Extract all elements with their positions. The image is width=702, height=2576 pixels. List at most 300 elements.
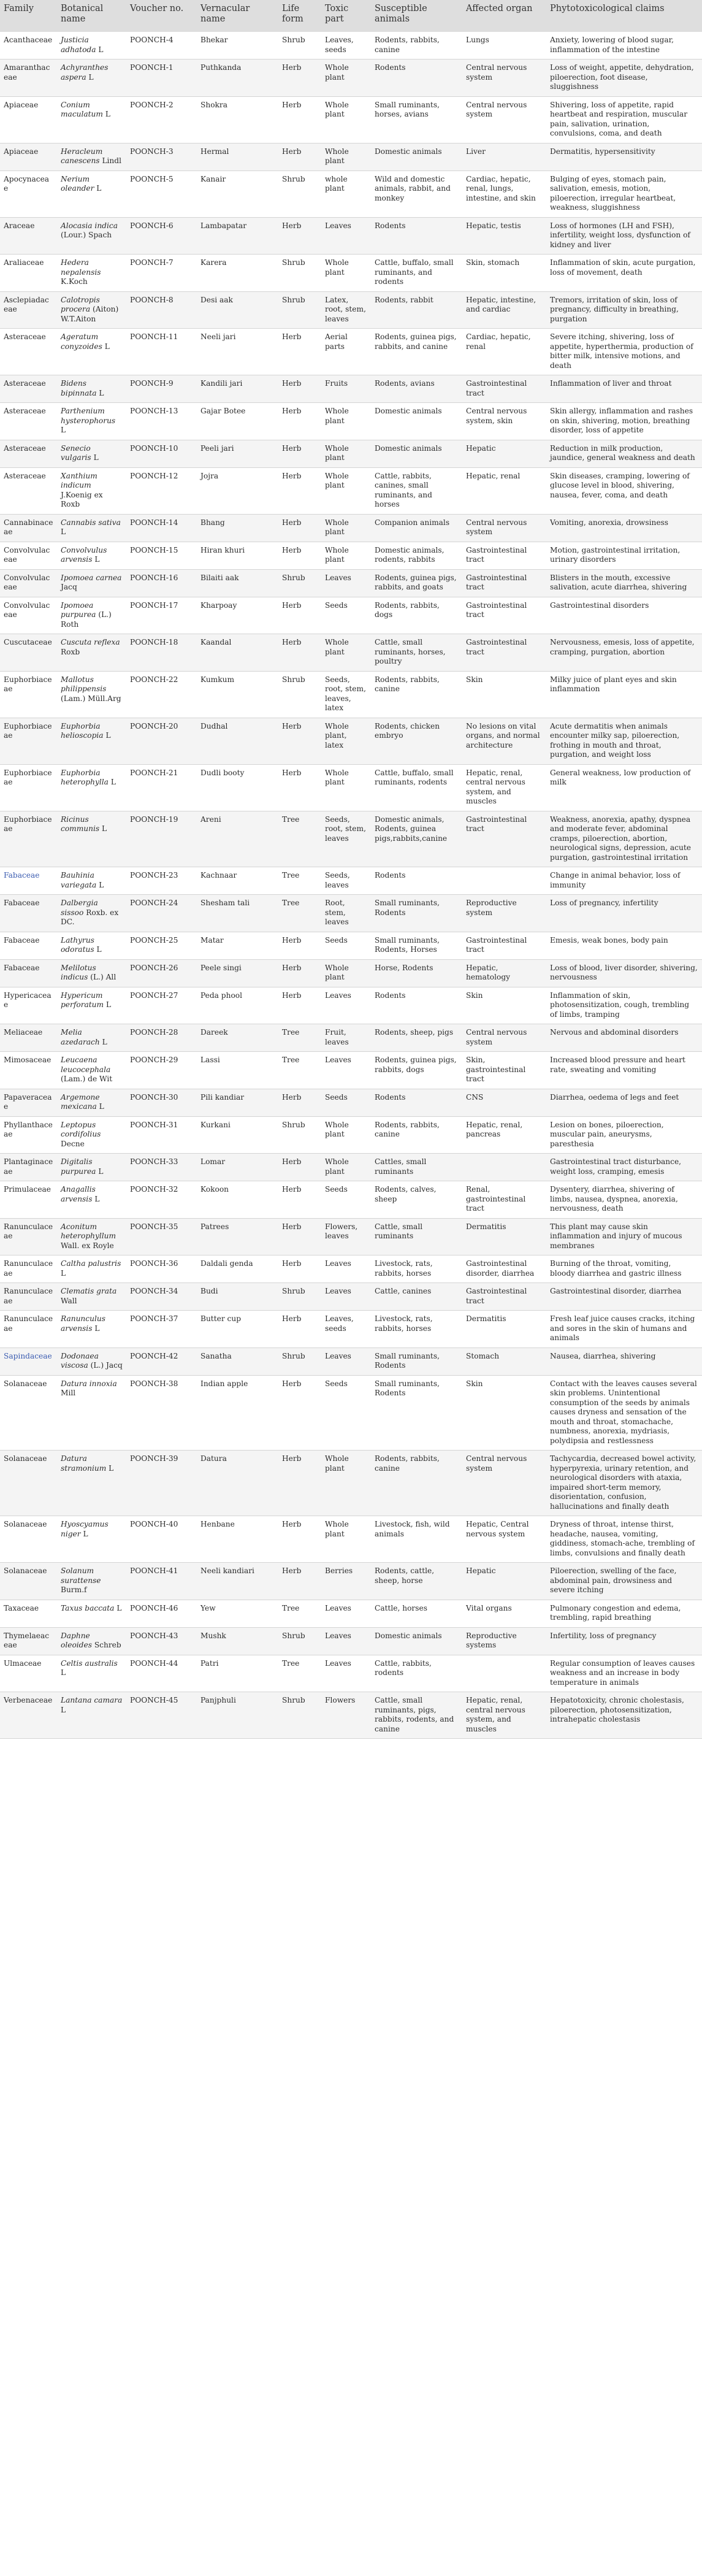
table-row (0, 291, 702, 329)
life-form-cell: Herb (278, 217, 321, 255)
affected-organ-cell: Skin (462, 1375, 546, 1451)
life-form-cell: Herb (278, 1181, 321, 1219)
toxic-part-cell: Seeds (321, 1375, 371, 1451)
vernacular-cell: Henbane (197, 1516, 278, 1563)
voucher-cell: POONCH-35 (126, 1218, 197, 1255)
family-cell: Ranunculaceae (0, 1218, 57, 1255)
family-cell: Solanaceae (0, 1563, 57, 1600)
life-form-cell: Herb (278, 1089, 321, 1116)
susceptible-animals-cell: Rodents, rabbits, canine (371, 1451, 462, 1516)
susceptible-animals-cell: Cattle, small ruminants, pigs, rabbits, rodents, and canine (371, 1692, 462, 1739)
table-row (0, 867, 702, 895)
affected-organ-cell (462, 1655, 546, 1692)
vernacular-cell: Kaandal (197, 634, 278, 672)
family-cell: Cannabinaceae (0, 514, 57, 542)
susceptible-animals-cell: Domestic animals (371, 403, 462, 440)
voucher-cell: POONCH-2 (126, 96, 197, 143)
family-cell: Ulmaceae (0, 1655, 57, 1692)
table-row (0, 514, 702, 542)
author: L (61, 426, 66, 434)
voucher-cell: POONCH-11 (126, 329, 197, 375)
life-form-cell: Herb (278, 514, 321, 542)
botanical-name-cell (57, 467, 126, 514)
susceptible-animals-cell: Companion animals (371, 514, 462, 542)
life-form-cell: Tree (278, 1052, 321, 1089)
susceptible-animals-cell: Small ruminants, horses, avians (371, 96, 462, 143)
vernacular-cell: Lassi (197, 1052, 278, 1089)
voucher-cell: POONCH-42 (126, 1347, 197, 1375)
author: L (109, 1463, 114, 1473)
susceptible-animals-cell: Domestic animals (371, 143, 462, 171)
voucher-cell: POONCH-21 (126, 764, 197, 811)
genus-species: Cuscuta reflexa (61, 638, 120, 646)
family-cell: Ranunculaceae (0, 1311, 57, 1348)
life-form-cell: Shrub (278, 1692, 321, 1739)
life-form-cell: Herb (278, 1154, 321, 1181)
family-cell: Verbenaceae (0, 1692, 57, 1739)
family-cell: Sapindaceae (0, 1347, 57, 1375)
genus-species: Lantana camara (61, 1696, 123, 1704)
toxic-part-cell: Seeds (321, 1181, 371, 1219)
claims-cell: Pulmonary congestion and edema, trembling, rapid breathing (546, 1600, 702, 1627)
header-row (0, 0, 702, 32)
botanical-name-cell (57, 542, 126, 569)
genus-species: Melia azedarach (61, 1028, 100, 1046)
author: L (96, 945, 102, 954)
genus-species: Bauhinia variegata (61, 871, 97, 889)
vernacular-cell: Jojra (197, 467, 278, 514)
genus-species: Daphne oleoides (61, 1631, 92, 1649)
genus-species: Leptopus cordifolius (61, 1120, 101, 1138)
toxic-part-cell: Leaves (321, 987, 371, 1024)
affected-organ-cell: Liver (462, 143, 546, 171)
vernacular-cell: Butter cup (197, 1311, 278, 1348)
claims-cell: Inflammation of liver and throat (546, 375, 702, 403)
claims-cell: Change in animal behavior, loss of immunity (546, 867, 702, 895)
life-form-cell: Herb (278, 467, 321, 514)
voucher-cell: POONCH-40 (126, 1516, 197, 1563)
toxic-part-cell: Whole plant (321, 440, 371, 467)
vernacular-cell: Gajar Botee (197, 403, 278, 440)
author: L (96, 184, 102, 193)
toxic-part-cell: Aerial parts (321, 329, 371, 375)
botanical-name-cell (57, 217, 126, 255)
author: (Lam.) de Wit (61, 1075, 113, 1083)
author: (L.) All (90, 973, 116, 981)
life-form-cell: Shrub (278, 671, 321, 718)
susceptible-animals-cell: Cattle, rabbits, canines, small ruminants, and horses (371, 467, 462, 514)
author: L (116, 1603, 122, 1612)
voucher-cell: POONCH-32 (126, 1181, 197, 1219)
voucher-cell: POONCH-22 (126, 671, 197, 718)
life-form-cell: Herb (278, 597, 321, 634)
toxic-part-cell: Leaves (321, 1600, 371, 1627)
genus-species: Hypericum perforatum (61, 991, 104, 1009)
vernacular-cell: Mushk (197, 1627, 278, 1655)
claims-cell: Diarrhea, oedema of legs and feet (546, 1089, 702, 1116)
table-row (0, 217, 702, 255)
genus-species: Datura innoxia (61, 1379, 117, 1388)
genus-species: Taxus baccata (61, 1603, 115, 1612)
botanical-name-cell (57, 1516, 126, 1563)
family-cell: Solanaceae (0, 1516, 57, 1563)
vernacular-cell: Peda phool (197, 987, 278, 1024)
affected-organ-cell: Central nervous system, skin (462, 403, 546, 440)
family-cell: Phyllanthaceae (0, 1116, 57, 1154)
family-cell: Euphorbiaceae (0, 764, 57, 811)
family-cell: Araceae (0, 217, 57, 255)
susceptible-animals-cell: Rodents (371, 987, 462, 1024)
vernacular-cell: Kumkum (197, 671, 278, 718)
genus-species: Cannabis sativa (61, 518, 121, 527)
toxic-part-cell: Whole plant (321, 1516, 371, 1563)
affected-organ-cell: CNS (462, 1089, 546, 1116)
genus-species: Alocasia indica (61, 221, 118, 230)
claims-cell: Skin allergy, inflammation and rashes on skin, shivering, motion, breathing disorder, loss of appetite (546, 403, 702, 440)
botanical-name-cell (57, 671, 126, 718)
table-row (0, 1600, 702, 1627)
botanical-name-cell (57, 959, 126, 987)
botanical-name-cell (57, 932, 126, 959)
author: L (102, 824, 107, 833)
claims-cell: Piloerection, swelling of the face, abdominal pain, drowsiness and severe itching (546, 1563, 702, 1600)
table-row (0, 671, 702, 718)
author: K.Koch (61, 277, 88, 286)
vernacular-cell: Bilaiti aak (197, 569, 278, 597)
claims-cell: Anxiety, lowering of blood sugar, inflammation of the intestine (546, 32, 702, 59)
affected-organ-cell: Gastrointestinal tract (462, 811, 546, 867)
vernacular-cell: Karera (197, 255, 278, 292)
affected-organ-cell: Gastrointestinal tract (462, 597, 546, 634)
table-row (0, 1154, 702, 1181)
claims-cell: Dermatitis, hypersensitivity (546, 143, 702, 171)
life-form-cell: Shrub (278, 1283, 321, 1311)
column-header-phytotoxicological-claims: Phytotoxicological claims (546, 0, 702, 32)
life-form-cell: Herb (278, 718, 321, 764)
table-row (0, 1255, 702, 1283)
genus-species: Lathyrus odoratus (61, 935, 94, 954)
claims-cell: Dysentery, diarrhea, shivering of limbs, nausea, dyspnea, anorexia, nervousness, death (546, 1181, 702, 1219)
affected-organ-cell: Central nervous system (462, 1451, 546, 1516)
family-cell: Asteraceae (0, 467, 57, 514)
table-row (0, 1116, 702, 1154)
claims-cell: Reduction in milk production, jaundice, general weakness and death (546, 440, 702, 467)
toxic-part-cell: Seeds (321, 597, 371, 634)
life-form-cell: Shrub (278, 291, 321, 329)
author: (L.) Jacq (90, 1361, 123, 1370)
genus-species: Justicia adhatoda (61, 36, 96, 54)
life-form-cell: Herb (278, 329, 321, 375)
life-form-cell: Herb (278, 1311, 321, 1348)
vernacular-cell: Indian apple (197, 1375, 278, 1451)
vernacular-cell: Dudli booty (197, 764, 278, 811)
susceptible-animals-cell: Livestock, rats, rabbits, horses (371, 1311, 462, 1348)
table-row (0, 895, 702, 932)
claims-cell: Blisters in the mouth, excessive salivation, acute diarrhea, shivering (546, 569, 702, 597)
affected-organ-cell: Central nervous system (462, 1024, 546, 1052)
table-row (0, 1692, 702, 1739)
voucher-cell: POONCH-13 (126, 403, 197, 440)
table-row (0, 96, 702, 143)
genus-species: Hyoscyamus niger (61, 1520, 109, 1538)
column-header-voucher-no: Voucher no. (126, 0, 197, 32)
genus-species: Ipomoea purpurea (61, 600, 96, 619)
susceptible-animals-cell: Rodents, calves, sheep (371, 1181, 462, 1219)
table-row (0, 1563, 702, 1600)
family-cell: Primulaceae (0, 1181, 57, 1219)
author: Mill (61, 1389, 76, 1397)
affected-organ-cell: Skin (462, 987, 546, 1024)
table-row (0, 1181, 702, 1219)
table-row (0, 440, 702, 467)
voucher-cell: POONCH-12 (126, 467, 197, 514)
claims-cell: Burning of the throat, vomiting, bloody diarrhea and gastric illness (546, 1255, 702, 1283)
affected-organ-cell: Hepatic, hematology (462, 959, 546, 987)
author: Roxb (61, 647, 80, 656)
claims-cell: Tachycardia, decreased bowel activity, hyperpyrexia, urinary retention, and neurological disorders with ataxia, impaired short-term memory, disorientation, confusion, hallucinations and finally death (546, 1451, 702, 1516)
affected-organ-cell: Hepatic (462, 1563, 546, 1600)
author: L (105, 110, 110, 118)
affected-organ-cell: Central nervous system (462, 59, 546, 97)
family-cell: Thymelaeaceae (0, 1627, 57, 1655)
table-row (0, 171, 702, 217)
toxic-part-cell: Leaves, seeds (321, 1311, 371, 1348)
voucher-cell: POONCH-1 (126, 59, 197, 97)
author: L (61, 527, 66, 536)
affected-organ-cell: Hepatic, Central nervous system (462, 1516, 546, 1563)
botanical-name-cell (57, 1347, 126, 1375)
genus-species: Senecio vulgaris (61, 443, 91, 462)
family-cell: Euphorbiaceae (0, 671, 57, 718)
author: (Aiton) W.T.Aiton (61, 305, 119, 323)
life-form-cell: Shrub (278, 569, 321, 597)
genus-species: Ricinus communis (61, 815, 100, 833)
claims-cell: Nervous and abdominal disorders (546, 1024, 702, 1052)
genus-species: Dalbergia sissoo (61, 899, 98, 917)
family-cell: Hypericaceae (0, 987, 57, 1024)
claims-cell: Loss of hormones (LH and FSH), infertility, weight loss, dysfunction of kidney and liver (546, 217, 702, 255)
table-row (0, 1516, 702, 1563)
vernacular-cell: Kanair (197, 171, 278, 217)
genus-species: Bidens bipinnata (61, 379, 97, 397)
claims-cell: Nervousness, emesis, loss of appetite, cramping, purgation, abortion (546, 634, 702, 672)
claims-cell: Emesis, weak bones, body pain (546, 932, 702, 959)
table-row (0, 1311, 702, 1348)
author: L (83, 1529, 88, 1538)
table-row (0, 1375, 702, 1451)
author: Roxb. ex DC. (61, 908, 119, 926)
vernacular-cell: Panjphuli (197, 1692, 278, 1739)
life-form-cell: Shrub (278, 1347, 321, 1375)
family-cell: Araliaceae (0, 255, 57, 292)
toxic-part-cell: Root, stem, leaves (321, 895, 371, 932)
genus-species: Digitalis purpurea (61, 1157, 96, 1176)
affected-organ-cell: Central nervous system (462, 514, 546, 542)
botanical-name-cell (57, 764, 126, 811)
claims-cell: Hepatotoxicity, chronic cholestasis, piloerection, photosensitization, intrahepatic cholestasis (546, 1692, 702, 1739)
claims-cell: This plant may cause skin inflammation and injury of mucous membranes (546, 1218, 702, 1255)
table-row (0, 1218, 702, 1255)
family-cell: Apocynaceae (0, 171, 57, 217)
table-row (0, 467, 702, 514)
genus-species: Parthenium hysterophorus (61, 407, 116, 425)
table-row (0, 59, 702, 97)
voucher-cell: POONCH-38 (126, 1375, 197, 1451)
claims-cell: Skin diseases, cramping, lowering of glucose level in blood, shivering, nausea, fever, coma, and death (546, 467, 702, 514)
author: L (88, 72, 94, 82)
table-row (0, 569, 702, 597)
voucher-cell: POONCH-9 (126, 375, 197, 403)
family-cell: Solanaceae (0, 1451, 57, 1516)
claims-cell: Increased blood pressure and heart rate, sweating and vomiting (546, 1052, 702, 1089)
column-header-family: Family (0, 0, 57, 32)
family-cell: Convolvulaceae (0, 542, 57, 569)
table-row (0, 143, 702, 171)
susceptible-animals-cell: Domestic animals (371, 1627, 462, 1655)
author: Lindl (102, 156, 121, 165)
toxic-part-cell: Whole plant (321, 634, 371, 672)
voucher-cell: POONCH-6 (126, 217, 197, 255)
family-cell: Ranunculaceae (0, 1255, 57, 1283)
life-form-cell: Herb (278, 96, 321, 143)
toxic-part-cell: Seeds (321, 1089, 371, 1116)
susceptible-animals-cell: Rodents (371, 867, 462, 895)
claims-cell: Fresh leaf juice causes cracks, itching and sores in the skin of humans and animals (546, 1311, 702, 1348)
susceptible-animals-cell: Rodents, rabbit (371, 291, 462, 329)
voucher-cell: POONCH-5 (126, 171, 197, 217)
toxic-part-cell: Leaves (321, 1347, 371, 1375)
family-cell: Apiaceae (0, 143, 57, 171)
family-cell: Papaveraceae (0, 1089, 57, 1116)
life-form-cell: Herb (278, 959, 321, 987)
toxic-part-cell: Fruit, leaves (321, 1024, 371, 1052)
voucher-cell: POONCH-23 (126, 867, 197, 895)
toxic-part-cell: Leaves (321, 1655, 371, 1692)
affected-organ-cell: Gastrointestinal disorder, diarrhea (462, 1255, 546, 1283)
affected-organ-cell: Gastrointestinal tract (462, 634, 546, 672)
table-row (0, 1089, 702, 1116)
table-row (0, 1655, 702, 1692)
vernacular-cell: Datura (197, 1451, 278, 1516)
table-row (0, 32, 702, 59)
claims-cell: Lesion on bones, piloerection, muscular pain, aneurysms, paresthesia (546, 1116, 702, 1154)
author: (L.) Roth (61, 610, 112, 629)
botanical-name-cell (57, 1024, 126, 1052)
life-form-cell: Herb (278, 1218, 321, 1255)
botanical-name-cell (57, 569, 126, 597)
table-body (0, 32, 702, 1739)
author: L (99, 1102, 104, 1111)
family-cell: Euphorbiaceae (0, 718, 57, 764)
affected-organ-cell: No lesions on vital organs, and normal architecture (462, 718, 546, 764)
table-row (0, 811, 702, 867)
life-form-cell: Tree (278, 1600, 321, 1627)
author: (Lam.) Müll.Arg (61, 694, 121, 703)
genus-species: Solanum surattense (61, 1566, 101, 1585)
genus-species: Conium maculatum (61, 100, 103, 118)
genus-species: Ranunculus arvensis (61, 1314, 105, 1333)
toxic-part-cell: Whole plant (321, 143, 371, 171)
voucher-cell: POONCH-44 (126, 1655, 197, 1692)
family-cell: Ranunculaceae (0, 1283, 57, 1311)
column-header-life-form: Life form (278, 0, 321, 32)
life-form-cell: Herb (278, 375, 321, 403)
life-form-cell: Tree (278, 811, 321, 867)
toxic-part-cell: Latex, root, stem, leaves (321, 291, 371, 329)
toxic-part-cell: Whole plant (321, 542, 371, 569)
susceptible-animals-cell: Rodents, avians (371, 375, 462, 403)
family-cell: Fabaceae (0, 867, 57, 895)
susceptible-animals-cell: Rodents, rabbits, canine (371, 671, 462, 718)
toxic-part-cell: Whole plant (321, 1451, 371, 1516)
vernacular-cell: Hiran khuri (197, 542, 278, 569)
toxic-part-cell: Whole plant (321, 255, 371, 292)
affected-organ-cell: Gastrointestinal tract (462, 375, 546, 403)
claims-cell: Gastrointestinal disorders (546, 597, 702, 634)
claims-cell: Tremors, irritation of skin, loss of pregnancy, difficulty in breathing, purgation (546, 291, 702, 329)
voucher-cell: POONCH-14 (126, 514, 197, 542)
author: Schreb (94, 1641, 121, 1649)
claims-cell: Dryness of throat, intense thirst, headache, nausea, vomiting, giddiness, stomach-ache, trembling of limbs, convulsions and finally death (546, 1516, 702, 1563)
affected-organ-cell: Hepatic, testis (462, 217, 546, 255)
genus-species: Celtis australis (61, 1658, 118, 1668)
susceptible-animals-cell: Rodents, rabbits, dogs (371, 597, 462, 634)
voucher-cell: POONCH-4 (126, 32, 197, 59)
voucher-cell: POONCH-24 (126, 895, 197, 932)
botanical-name-cell (57, 291, 126, 329)
susceptible-animals-cell: Rodents, guinea pigs, rabbits, and canine (371, 329, 462, 375)
life-form-cell: Shrub (278, 255, 321, 292)
toxic-part-cell: Whole plant (321, 467, 371, 514)
susceptible-animals-cell: Small ruminants, Rodents (371, 1375, 462, 1451)
table-row (0, 764, 702, 811)
affected-organ-cell: Lungs (462, 32, 546, 59)
toxic-part-cell: Whole plant (321, 514, 371, 542)
author: L (102, 1037, 107, 1046)
claims-cell: Infertility, loss of pregnancy (546, 1627, 702, 1655)
susceptible-animals-cell: Horse, Rodents (371, 959, 462, 987)
table-row (0, 375, 702, 403)
botanical-name-cell (57, 1627, 126, 1655)
vernacular-cell: Lomar (197, 1154, 278, 1181)
claims-cell: Weakness, anorexia, apathy, dyspnea and moderate fever, abdominal cramps, piloerection, abortion, neurological signs, depression, acute purgation, gastrointestinal irritation (546, 811, 702, 867)
affected-organ-cell: Skin, stomach (462, 255, 546, 292)
voucher-cell: POONCH-19 (126, 811, 197, 867)
vernacular-cell: Sanatha (197, 1347, 278, 1375)
affected-organ-cell: Stomach (462, 1347, 546, 1375)
affected-organ-cell: Dermatitis (462, 1311, 546, 1348)
life-form-cell: Herb (278, 932, 321, 959)
affected-organ-cell: Hepatic, renal, pancreas (462, 1116, 546, 1154)
table-header (0, 0, 702, 32)
voucher-cell: POONCH-39 (126, 1451, 197, 1516)
vernacular-cell: Dareek (197, 1024, 278, 1052)
vernacular-cell: Dudhal (197, 718, 278, 764)
voucher-cell: POONCH-8 (126, 291, 197, 329)
table-row (0, 1283, 702, 1311)
family-cell: Acanthaceae (0, 32, 57, 59)
voucher-cell: POONCH-17 (126, 597, 197, 634)
toxic-part-cell: Whole plant (321, 1116, 371, 1154)
life-form-cell: Herb (278, 1451, 321, 1516)
author: L (104, 342, 110, 351)
toxic-part-cell: Seeds, root, stem, leaves (321, 811, 371, 867)
genus-species: Euphorbia heterophylla (61, 768, 109, 786)
vernacular-cell: Shokra (197, 96, 278, 143)
susceptible-animals-cell: Rodents, rabbits, canine (371, 1116, 462, 1154)
claims-cell: Motion, gastrointestinal irritation, urinary disorders (546, 542, 702, 569)
affected-organ-cell: Hepatic, intestine, and cardiac (462, 291, 546, 329)
